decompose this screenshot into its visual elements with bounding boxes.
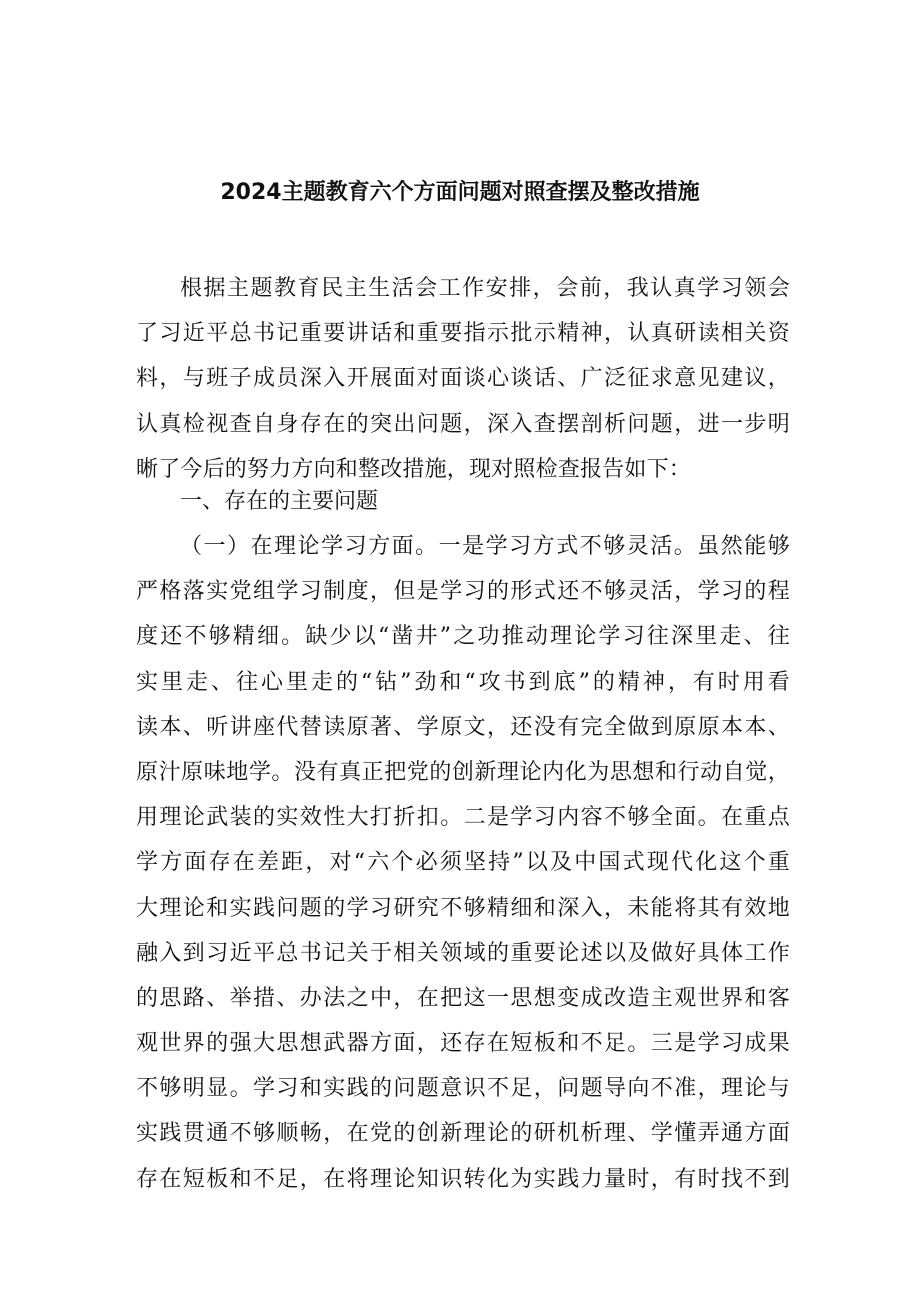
text-line: 用理论武装的实效性大打折扣。二是学习内容不够全面。在重点 [136, 805, 790, 831]
text-line: 大理论和实践问题的学习研究不够精细和深入，未能将其有效地 [136, 895, 790, 921]
text-line: 根据主题教育民主生活会工作安排，会前，我认真学习领会 [180, 276, 790, 301]
text-line: 原汁原味地学。没有真正把党的创新理论内化为思想和行动自觉， [136, 759, 790, 785]
document-title: 2024主题教育六个方面问题对照查摆及整改措施 [220, 180, 700, 205]
text-line: 的思路、举措、办法之中，在把这一思想变成改造主观世界和客 [136, 985, 790, 1011]
text-line: 不够明显。学习和实践的问题意识不足，问题导向不准，理论与 [136, 1076, 790, 1102]
text-line: 观世界的强大思想武器方面，还存在短板和不足。三是学习成果 [136, 1031, 790, 1057]
text-line: 度还不够精细。缺少以“凿井”之功推动理论学习往深里走、往 [136, 624, 790, 650]
text-line: 读本、听讲座代替读原著、学原文，还没有完全做到原原本本、 [136, 714, 790, 740]
section1-paragraph [136, 524, 790, 1202]
text-line: 实践贯通不够顺畅，在党的创新理论的研机析理、学懂弄通方面 [136, 1121, 790, 1147]
text-line: 严格落实党组学习制度，但是学习的形式还不够灵活，学习的程 [136, 579, 790, 605]
text-line: 认真检视查自身存在的突出问题，深入查摆剖析问题，进一步明 [136, 411, 790, 437]
section-heading: 一、存在的主要问题 [180, 489, 379, 514]
text-line: 料，与班子成员深入开展面对面谈心谈话、广泛征求意见建议， [136, 366, 790, 392]
text-line: 了习近平总书记重要讲话和重要指示批示精神，认真研读相关资 [136, 321, 790, 347]
intro-paragraph [136, 266, 790, 492]
text-line: 融入到习近平总书记关于相关领域的重要论述以及做好具体工作 [136, 940, 790, 966]
text-line: 存在短板和不足，在将理论知识转化为实践力量时，有时找不到 [136, 1166, 790, 1192]
text-line: （一）在理论学习方面。一是学习方式不够灵活。虽然能够 [180, 534, 790, 559]
text-line: 学方面存在差距，对“六个必须坚持”以及中国式现代化这个重 [136, 850, 790, 876]
text-line: 实里走、往心里走的“钻”劲和“攻书到底”的精神，有时用看 [136, 669, 790, 695]
text-line: 晰了今后的努力方向和整改措施，现对照检查报告如下： [136, 456, 692, 482]
